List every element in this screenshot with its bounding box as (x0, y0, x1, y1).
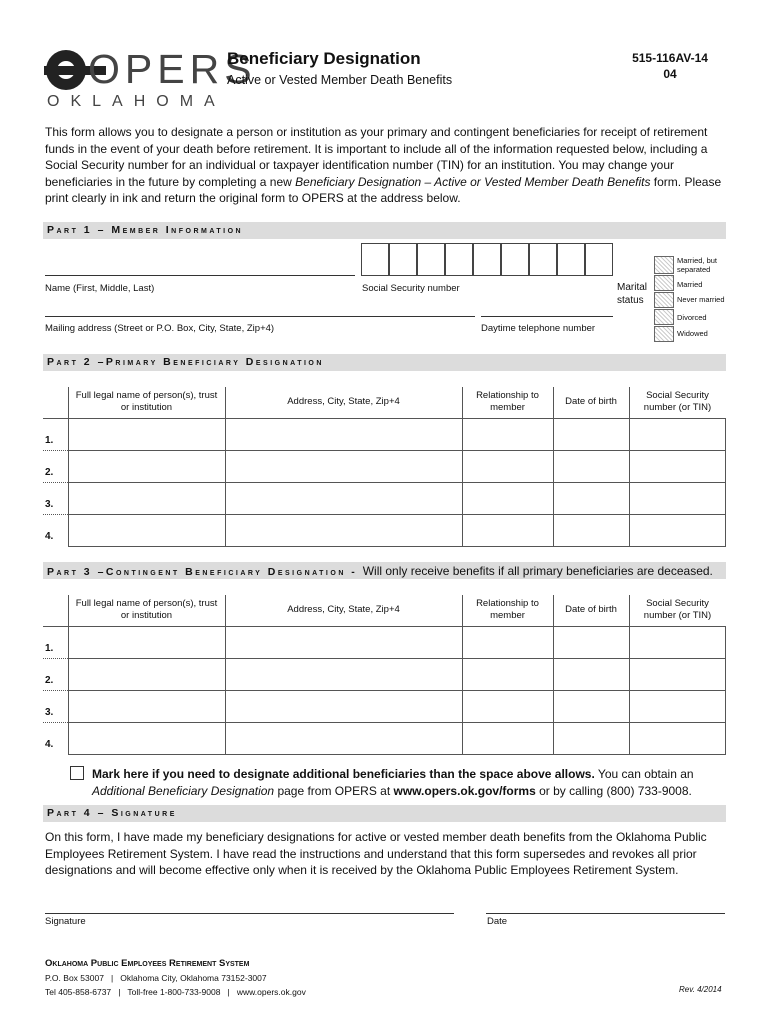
name-line[interactable] (45, 275, 355, 276)
name-cell[interactable] (68, 514, 225, 546)
dob-cell[interactable] (553, 722, 629, 754)
ssn-label: Social Security number (362, 283, 460, 294)
additional-form-name: Additional Beneficiary Designation (92, 783, 275, 798)
intro-form-name: Beneficiary Designation – Active or Vested Member Death Benefits (295, 174, 651, 189)
col-name-header: Full legal name of person(s), trust or institution (68, 595, 225, 626)
form-number-code: 515-116AV-14 (632, 51, 708, 65)
marital-label-line1: Marital (617, 282, 648, 293)
intro-text-end: form. Please print clearly in ink and return the original form to OPERS at the address below. (45, 174, 722, 205)
name-cell[interactable] (68, 722, 225, 754)
relationship-cell[interactable] (462, 482, 553, 514)
row-number: 2. (43, 658, 68, 690)
marital-status-label (617, 281, 647, 307)
name-cell[interactable] (68, 482, 225, 514)
ssn-cell[interactable] (629, 450, 726, 482)
dob-cell[interactable] (553, 626, 629, 658)
date-line[interactable] (486, 913, 725, 914)
address-cell[interactable] (225, 418, 462, 450)
footer-contact: Tel 405-858-6737 | Toll-free 1-800-733-9008 | www.opers.ok.gov (45, 987, 306, 997)
col-dob-header: Date of birth (553, 595, 629, 626)
ssn-digit-box[interactable] (585, 243, 613, 276)
revision-date: Rev. 4/2014 (679, 985, 722, 994)
col-dob-header: Date of birth (553, 387, 629, 418)
logo-state: OKLAHOMA (47, 93, 226, 110)
relationship-cell[interactable] (462, 722, 553, 754)
col-address-header: Address, City, State, Zip+4 (225, 595, 462, 626)
row-number: 4. (43, 514, 68, 546)
dob-cell[interactable] (553, 482, 629, 514)
marital-option-separated: Married, but separated (677, 256, 718, 274)
additional-text3: or by calling (800) 733-9008. (535, 783, 692, 798)
footer-org: Oklahoma Public Employees Retirement System (45, 958, 250, 969)
table-row (43, 690, 726, 722)
name-cell[interactable] (68, 418, 225, 450)
row-number: 1. (43, 626, 68, 658)
form-number (620, 50, 720, 82)
intro-paragraph (45, 124, 735, 207)
additional-beneficiaries-checkbox[interactable] (70, 766, 84, 780)
marital-checkbox-widowed[interactable] (654, 326, 674, 342)
address-label: Mailing address (Street or P.O. Box, City, State, Zip+4) (45, 323, 275, 334)
address-cell[interactable] (225, 722, 462, 754)
ssn-digit-box[interactable] (501, 243, 529, 276)
contingent-beneficiary-table (43, 595, 726, 755)
col-name-header: Full legal name of person(s), trust or institution (68, 387, 225, 418)
part3-heading (43, 562, 726, 579)
signature-line[interactable] (45, 913, 454, 914)
phone-label: Daytime telephone number (481, 323, 596, 334)
dob-cell[interactable] (553, 658, 629, 690)
forms-link[interactable]: www.opers.ok.gov/forms (393, 783, 536, 798)
relationship-cell[interactable] (462, 690, 553, 722)
marital-option-married: Married (677, 280, 703, 289)
col-relationship-header: Relationship to member (462, 387, 553, 418)
address-cell[interactable] (225, 450, 462, 482)
row-number: 2. (43, 450, 68, 482)
table-row (43, 626, 726, 658)
part2-heading: Part 2 –Primary Beneficiary Designation (43, 354, 726, 371)
marital-checkbox-divorced[interactable] (654, 309, 674, 325)
row-number: 1. (43, 418, 68, 450)
table-row (43, 514, 726, 546)
table-row (43, 482, 726, 514)
ssn-cell[interactable] (629, 418, 726, 450)
part3-note: Will only receive benefits if all primary beneficiaries are deceased. (362, 564, 713, 578)
ssn-digit-box[interactable] (361, 243, 389, 276)
ssn-cell[interactable] (629, 658, 726, 690)
col-ssn-header: Social Security number (or TIN) (629, 387, 726, 418)
name-cell[interactable] (68, 658, 225, 690)
dob-cell[interactable] (553, 418, 629, 450)
col-address-header: Address, City, State, Zip+4 (225, 387, 462, 418)
ssn-cell[interactable] (629, 626, 726, 658)
ssn-cell[interactable] (629, 722, 726, 754)
col-ssn-header: Social Security number (or TIN) (629, 595, 726, 626)
relationship-cell[interactable] (462, 450, 553, 482)
relationship-cell[interactable] (462, 658, 553, 690)
col-relationship-header: Relationship to member (462, 595, 553, 626)
address-cell[interactable] (225, 626, 462, 658)
signature-statement: On this form, I have made my beneficiary designations for active or vested member death benefits from the Oklahoma Public Employees Retirement System. I have read the instructions and understand that this form supersedes and revokes all prior designations and will become effective only when it is received by the Oklahoma Public Employees Retirement System. (45, 830, 707, 877)
address-cell[interactable] (225, 658, 462, 690)
row-number: 4. (43, 722, 68, 754)
additional-beneficiaries-text (92, 766, 732, 799)
ssn-digit-box[interactable] (557, 243, 585, 276)
part4-heading: Part 4 – Signature (43, 805, 726, 822)
ssn-cell[interactable] (629, 482, 726, 514)
table-row (43, 658, 726, 690)
ssn-digit-box[interactable] (529, 243, 557, 276)
signature-label: Signature (45, 916, 86, 927)
dob-cell[interactable] (553, 690, 629, 722)
dob-cell[interactable] (553, 450, 629, 482)
table-row (43, 418, 726, 450)
form-number-version: 04 (663, 67, 677, 81)
marital-label-line2: status (617, 295, 644, 306)
form-subtitle: Active or Vested Member Death Benefits (227, 73, 453, 87)
footer (45, 957, 306, 999)
address-cell[interactable] (225, 514, 462, 546)
relationship-cell[interactable] (462, 514, 553, 546)
address-cell[interactable] (225, 482, 462, 514)
relationship-cell[interactable] (462, 626, 553, 658)
form-title: Beneficiary Designation (227, 49, 421, 68)
marital-option-divorced: Divorced (677, 313, 707, 322)
name-label: Name (First, Middle, Last) (45, 283, 155, 294)
part1-heading: Part 1 – Member Information (43, 222, 726, 239)
dob-cell[interactable] (553, 514, 629, 546)
ssn-digit-box[interactable] (445, 243, 473, 276)
table-row (43, 722, 726, 754)
additional-text2: page from OPERS at (274, 783, 394, 798)
name-cell[interactable] (68, 450, 225, 482)
marital-checkbox-married[interactable] (654, 275, 674, 291)
ssn-digit-box[interactable] (417, 243, 445, 276)
relationship-cell[interactable] (462, 418, 553, 450)
table-row (43, 450, 726, 482)
ssn-cell[interactable] (629, 514, 726, 546)
part3-title: Part 3 –Contingent Beneficiary Designation - (47, 566, 363, 578)
primary-beneficiary-table (43, 387, 726, 547)
marital-option-widowed: Widowed (677, 329, 708, 338)
ssn-digit-box[interactable] (389, 243, 417, 276)
marital-checkbox-never-married[interactable] (654, 292, 674, 308)
ssn-digit-box[interactable] (473, 243, 501, 276)
logo-brand: OPERS (88, 46, 257, 92)
additional-bold: Mark here if you need to designate additional beneficiaries than the space above allows. (92, 767, 595, 781)
additional-text1: You can obtain an (594, 767, 694, 781)
footer-address: P.O. Box 53007 | Oklahoma City, Oklahoma 73152-3007 (45, 973, 267, 983)
marital-option-never-married: Never married (677, 295, 725, 304)
ssn-cell[interactable] (629, 690, 726, 722)
date-label: Date (487, 916, 508, 927)
address-cell[interactable] (225, 690, 462, 722)
phone-line[interactable] (481, 316, 613, 317)
row-number: 3. (43, 690, 68, 722)
name-cell[interactable] (68, 690, 225, 722)
address-line[interactable] (45, 316, 475, 317)
row-number: 3. (43, 482, 68, 514)
marital-checkbox-separated[interactable] (654, 256, 674, 274)
name-cell[interactable] (68, 626, 225, 658)
intro-text: This form allows you to designate a person or institution as your primary and contingent beneficiaries for receipt of retirement funds in the event of your death before retirement. It is important to include all of the information requested below, including a Social Security number for an individual or taxpayer identification number (TIN) for an institution. You may change your beneficiaries in the future by completing a new (45, 125, 708, 189)
